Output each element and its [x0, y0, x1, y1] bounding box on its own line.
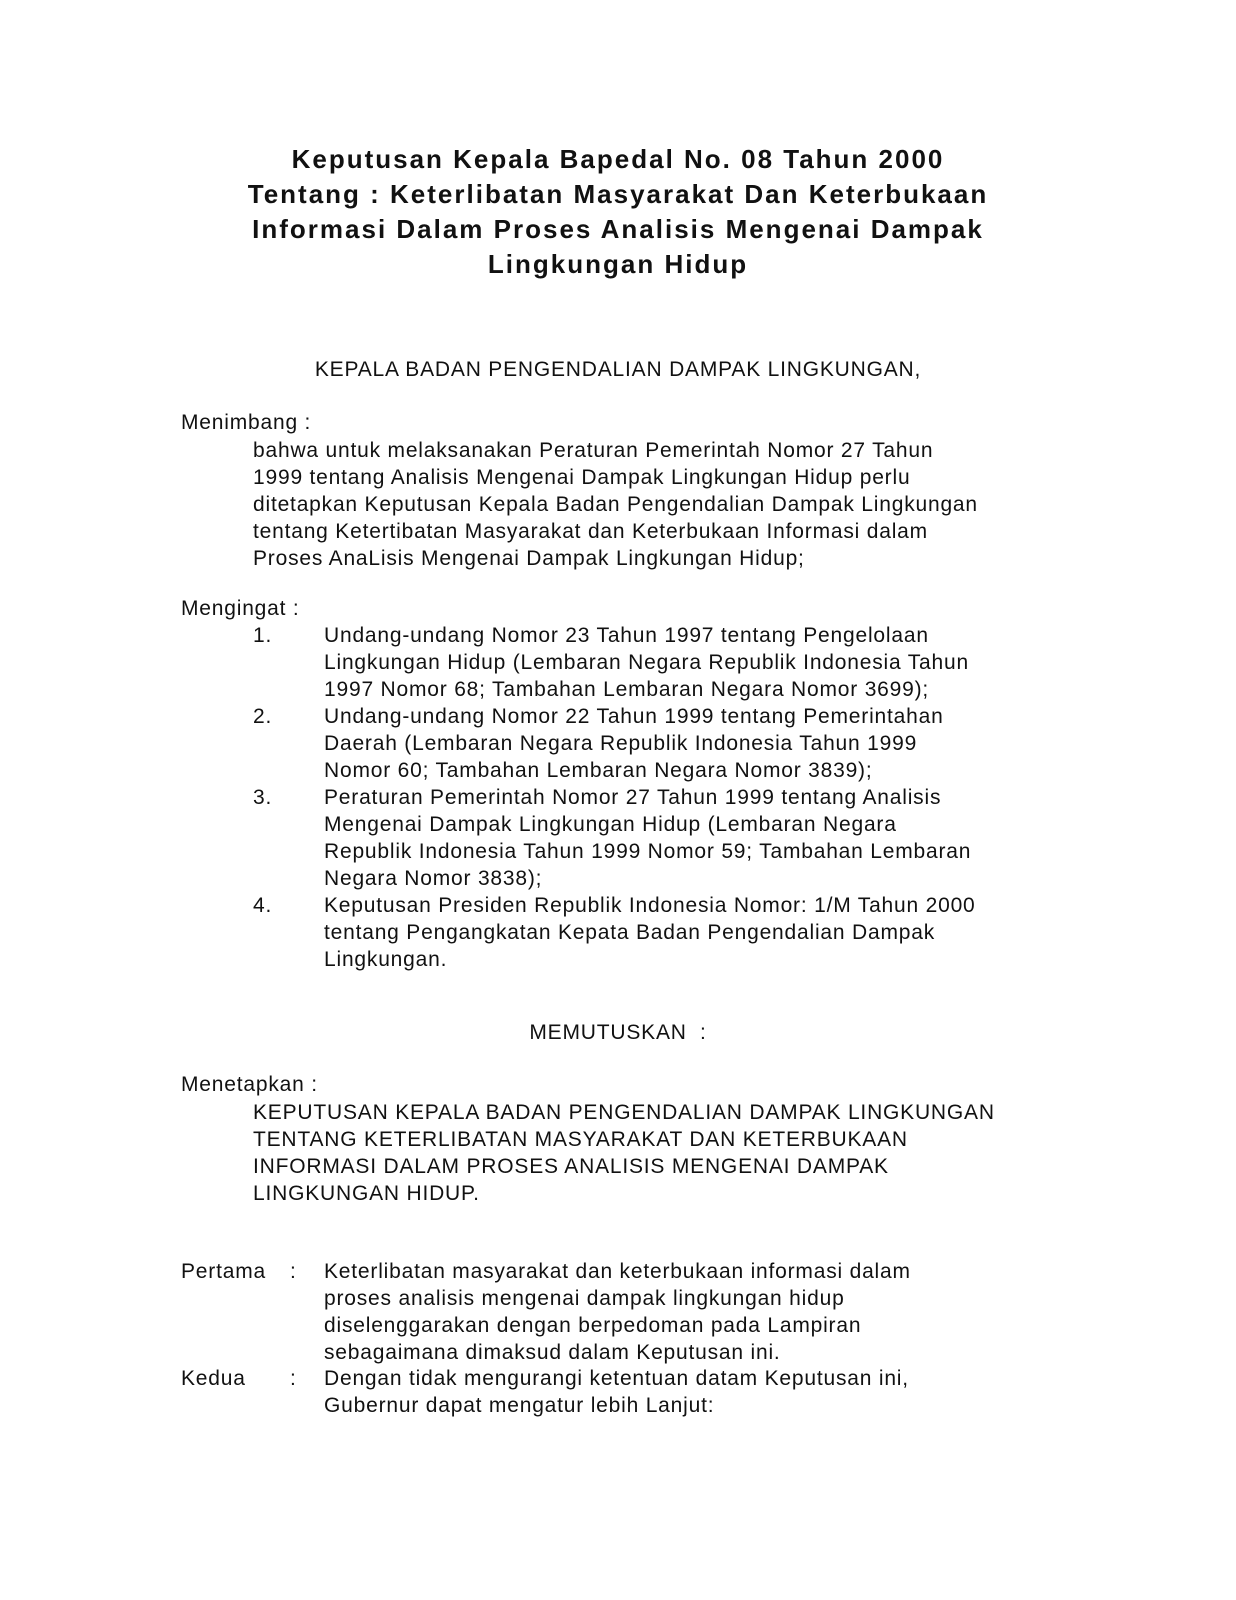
document-title [150, 142, 1086, 282]
article-kedua [181, 1365, 1081, 1419]
text-line: Nomor 60; Tambahan Lembaran Negara Nomor 3839); [324, 759, 873, 782]
text-line: Lingkungan Hidup (Lembaran Negara Republik Indonesia Tahun [324, 651, 969, 674]
article-pertama [181, 1258, 1081, 1366]
authority-heading: KEPALA BADAN PENGENDALIAN DAMPAK LINGKUNGAN, [314, 358, 922, 381]
menimbang-text [253, 437, 1073, 572]
memutuskan-heading: MEMUTUSKAN : [529, 1021, 707, 1044]
text-line: Undang-undang Nomor 22 Tahun 1999 tentang Pemerintahan [324, 705, 944, 728]
text-line: Mengenai Dampak Lingkungan Hidup (Lembaran Negara [324, 813, 897, 836]
list-item [253, 622, 1073, 703]
title-line: Tentang : Keterlibatan Masyarakat Dan Keterbukaan [247, 179, 989, 209]
text-line: Gubernur dapat mengatur lebih Lanjut: [324, 1394, 715, 1417]
list-number: 4. [253, 894, 273, 917]
text-line: INFORMASI DALAM PROSES ANALISIS MENGENAI DAMPAK [253, 1155, 889, 1178]
list-number: 1. [253, 624, 273, 647]
text-line: diselenggarakan dengan berpedoman pada Lampiran [324, 1314, 862, 1337]
mengingat-list [253, 622, 1073, 973]
text-line: Negara Nomor 3838); [324, 867, 543, 890]
title-line: Informasi Dalam Proses Analisis Mengenai Dampak [252, 214, 984, 244]
text-line: TENTANG KETERLIBATAN MASYARAKAT DAN KETERBUKAAN [253, 1128, 908, 1151]
text-line: 1997 Nomor 68; Tambahan Lembaran Negara Nomor 3699); [324, 678, 930, 701]
text-line: Dengan tidak mengurangi ketentuan datam Keputusan ini, [324, 1367, 909, 1390]
article-colon: : [290, 1260, 297, 1283]
list-item [253, 703, 1073, 784]
text-line: LINGKUNGAN HIDUP. [253, 1182, 480, 1205]
mengingat-label: Mengingat : [181, 597, 300, 620]
text-line: sebagaimana dimaksud dalam Keputusan ini. [324, 1341, 781, 1364]
text-line: tentang Ketertibatan Masyarakat dan Keterbukaan Informasi dalam [253, 520, 928, 543]
menetapkan-text [253, 1099, 1073, 1207]
list-item [253, 784, 1073, 892]
text-line: Daerah (Lembaran Negara Republik Indonesia Tahun 1999 [324, 732, 918, 755]
article-label: Kedua [181, 1367, 246, 1390]
text-line: ditetapkan Keputusan Kepala Badan Pengendalian Dampak Lingkungan [253, 493, 978, 516]
menetapkan-label: Menetapkan : [181, 1073, 318, 1096]
text-line: 1999 tentang Analisis Mengenai Dampak Lingkungan Hidup perlu [253, 466, 911, 489]
text-line: proses analisis mengenai dampak lingkungan hidup [324, 1287, 845, 1310]
list-number: 3. [253, 786, 273, 809]
text-line: Lingkungan. [324, 948, 448, 971]
text-line: Peraturan Pemerintah Nomor 27 Tahun 1999 tentang Analisis [324, 786, 942, 809]
text-line: Republik Indonesia Tahun 1999 Nomor 59; Tambahan Lembaran [324, 840, 972, 863]
text-line: Undang-undang Nomor 23 Tahun 1997 tentang Pengelolaan [324, 624, 929, 647]
menimbang-label: Menimbang : [181, 411, 312, 434]
text-line: KEPUTUSAN KEPALA BADAN PENGENDALIAN DAMPAK LINGKUNGAN [253, 1101, 995, 1124]
article-colon: : [290, 1367, 297, 1390]
article-label: Pertama [181, 1260, 266, 1283]
text-line: Keputusan Presiden Republik Indonesia Nomor: 1/M Tahun 2000 [324, 894, 976, 917]
title-line: Keputusan Kepala Bapedal No. 08 Tahun 2000 [291, 144, 945, 174]
title-line: Lingkungan Hidup [487, 249, 749, 279]
list-item [253, 892, 1073, 973]
text-line: bahwa untuk melaksanakan Peraturan Pemerintah Nomor 27 Tahun [253, 439, 934, 462]
text-line: tentang Pengangkatan Kepata Badan Pengendalian Dampak [324, 921, 936, 944]
text-line: Keterlibatan masyarakat dan keterbukaan informasi dalam [324, 1260, 911, 1283]
list-number: 2. [253, 705, 273, 728]
text-line: Proses AnaLisis Mengenai Dampak Lingkungan Hidup; [253, 547, 805, 570]
